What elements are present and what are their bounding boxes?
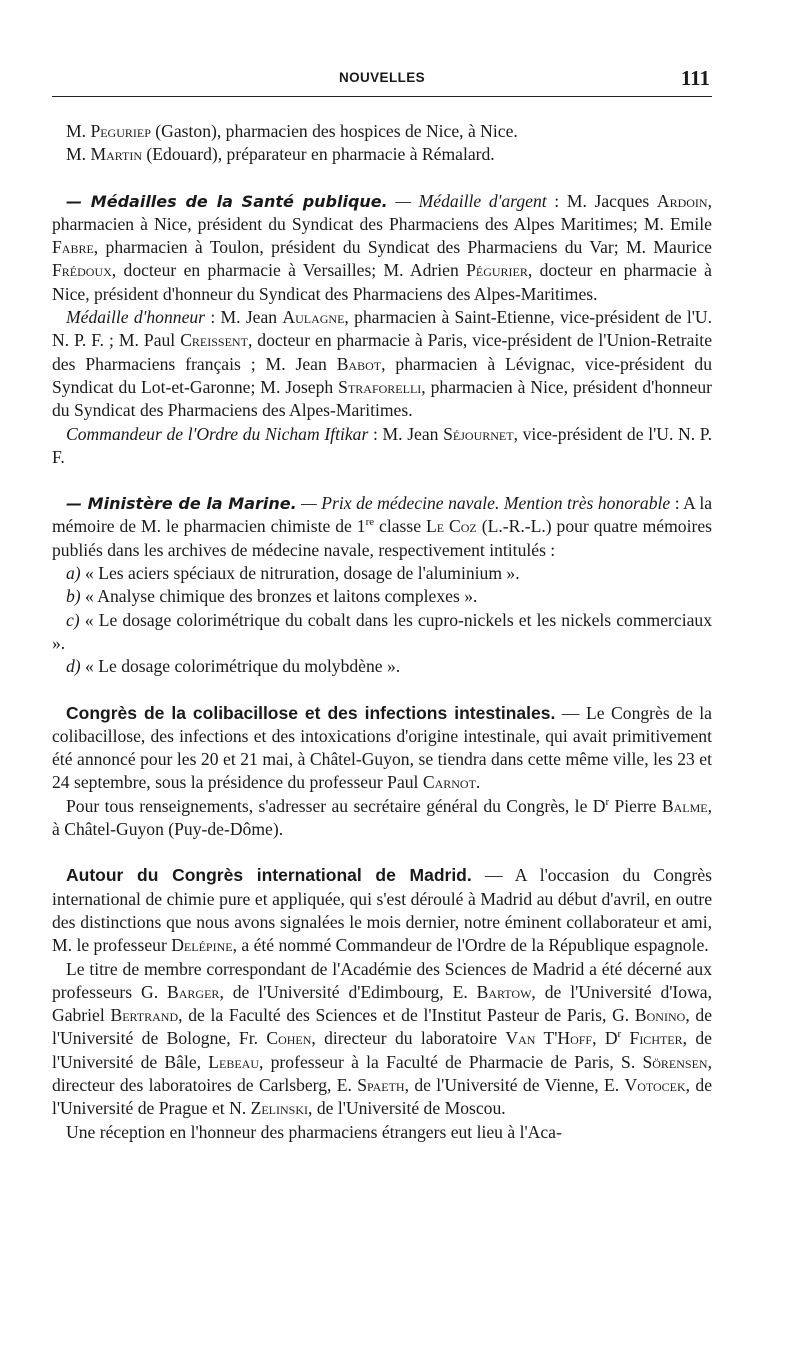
spacer xyxy=(52,841,712,864)
page-number: 111 xyxy=(680,66,710,90)
list-item: b) « Analyse chimique des bronzes et laitons complexes ». xyxy=(66,586,478,607)
section-heading: — Ministère de la Marine. xyxy=(66,494,297,514)
list-item: c) « Le dosage colorimétrique du cobalt dans les cupro-nickels et les nickels commerciaux ». xyxy=(52,609,712,653)
running-title: NOUVELLES xyxy=(338,70,426,85)
paragraph-membres-correspondants: Le titre de membre correspondant de l'Académie des Sciences de Madrid a été décerné aux professeurs G. Barger, de l'Université d'Edimbourg, E. Bartow, de l'Université d'Iowa, Gabriel Bertrand, de la Faculté des Sciences et de l'Institut Pasteur de Paris, G. Bonino, de l'Université de Bologne, Fr. Cohen, directeur du laboratoire Van T'Hoff, $D^r$ Fichter, de l'Université de Bâle, Lebeau, professeur à la Faculté de Pharmacie de Paris, S. Sörensen, directeur des laboratoires de Carlsberg, E. Spaeth, de l'Université de Vienne, E. Votocek, de l'Université de Prague et N. Zelinski, de l'Université de Moscou. xyxy=(52,958,713,1119)
section-heading: — Médailles de la Santé publique. xyxy=(66,191,388,211)
paragraph-reception: Une réception en l'honneur des pharmaciens étrangers eut lieu à l'Aca- xyxy=(66,1121,562,1142)
paragraph-nicham-iftikar: Commandeur de l'Ordre du Nicham Iftikar : M. Jean Séjournet, vice-président de l'U. N. P. F. xyxy=(52,423,712,467)
award-label: Médaille d'honneur xyxy=(66,307,206,328)
section-heading: Congrès de la colibacillose et des infections intestinales. xyxy=(66,702,556,723)
spacer xyxy=(52,469,712,492)
page-body xyxy=(52,120,712,1144)
paragraph-colibacillose: Congrès de la colibacillose et des infections intestinales. — Le Congrès de la colibacillose, des infections et des intoxications d'origine intestinale, qui avait primitivement été annoncé pour les 20 et 21 mai, à Châtel-Guyon, se tiendra dans cette même ville, les 23 et 24 septembre, sous la présidence du professeur Paul Carnot. xyxy=(52,702,712,793)
person-name: M. Martin xyxy=(66,144,143,165)
list-letter: a) xyxy=(66,563,81,584)
list-item: a) « Les aciers spéciaux de nitruration, dosage de l'aluminium ». xyxy=(66,563,520,584)
list-letter: c) xyxy=(66,609,80,630)
list-item: d) « Le dosage colorimétrique du molybdène ». xyxy=(66,656,401,677)
spacer xyxy=(52,679,712,702)
paragraph-peguriep: M. Peguriep (Gaston), pharmacien des hospices de Nice, à Nice. xyxy=(66,121,518,141)
page-header xyxy=(52,62,712,97)
spacer xyxy=(52,167,712,190)
paragraph-medailles-sante: — Médailles de la Santé publique. — Médaille d'argent : M. Jacques Ardoin, pharmacien à Nice, président du Syndicat des Pharmaciens des Alpes Maritimes; M. Emile Fabre, pharmacien à Toulon, président du Syndicat des Pharmaciens du Var; M. Maurice Frédoux, docteur en pharmacie à Versailles; M. Adrien Pégurier, docteur en pharmacie à Nice, président d'honneur du Syndicat des Pharmaciens des Alpes-Maritimes. xyxy=(52,190,712,304)
person-name: M. Peguriep xyxy=(66,121,151,141)
paragraph-renseignements: Pour tous renseignements, s'adresser au secrétaire général du Congrès, le $D^r$ Pierre Balme, à Châtel-Guyon (Puy-de-Dôme). xyxy=(52,795,712,840)
paragraph-medaille-honneur: Médaille d'honneur : M. Jean Aulagne, pharmacien à Saint-Etienne, vice-président de l'U. N. P. F. ; M. Paul Creissent, docteur en pharmacie à Paris, vice-président de l'Union-Retraite des Pharmaciens français ; M. Jean Babot, pharmacien à Lévignac, vice-président du Syndicat du Lot-et-Garonne; M. Joseph Straforelli, pharmacien à Nice, président d'honneur du Syndicat des Pharmaciens des Alpes-Maritimes. xyxy=(52,307,713,421)
paragraph-martin: M. Martin (Edouard), préparateur en pharmacie à Rémalard. xyxy=(66,144,495,165)
paragraph-ministere-marine: — Ministère de la Marine. — Prix de médecine navale. Mention très honorable : A la mémoire de M. le pharmacien chimiste de 1re classe Le Coz (L.-R.-L.) pour quatre mémoires publiés dans les archives de médecine navale, respectivement intitulés : xyxy=(52,493,713,560)
list-letter: d) xyxy=(66,656,81,677)
section-heading: Autour du Congrès international de Madrid. xyxy=(66,865,472,886)
paragraph-congres-madrid: Autour du Congrès international de Madrid. — A l'occasion du Congrès international de chimie pure et appliquée, qui s'est déroulé à Madrid au début d'avril, en outre des distinctions que nous avons signalées le mois dernier, notre éminent collaborateur et ami, M. le professeur Delépine, a été nommé Commandeur de l'Ordre de la République espagnole. xyxy=(52,865,712,956)
list-letter: b) xyxy=(66,586,81,607)
award-label: Commandeur de l'Ordre du Nicham Iftikar xyxy=(66,423,369,444)
